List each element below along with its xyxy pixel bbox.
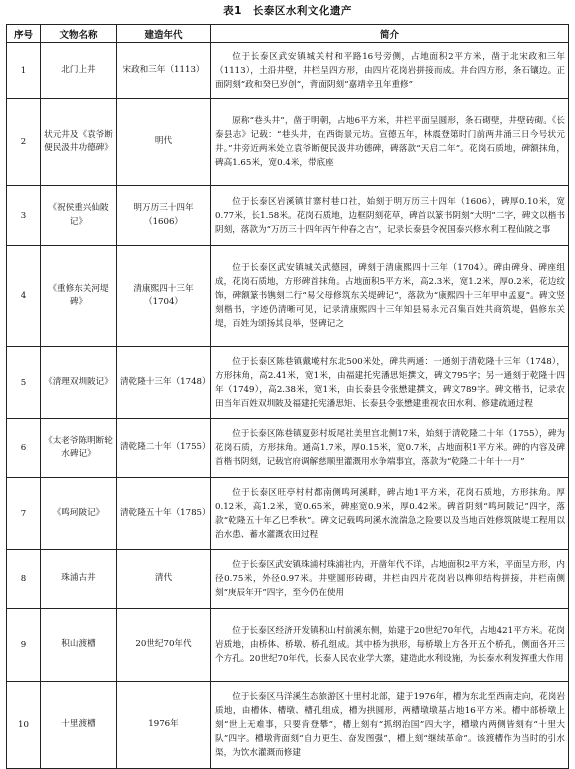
table-row [7,186,569,246]
relic-name: 《重修东关河堤碑》 [41,246,117,347]
relic-name: 《祝侯重兴仙陂记》 [41,186,117,246]
description [211,186,569,246]
table-row [7,347,569,419]
table-row [7,43,569,99]
description-text: 位于长泰区旺亭村村都南侧鸣珂溪畔，碑占地1平方米，花岗石质地，方形抹角。厚0.12米，高1.2米，宽0.65米，碑座宽0.9米，厚0.42米。碑首阴刻“鸣珂陂记”四字，落款“乾隆五十年乙巳季秋”。碑文记载鸣珂溪水流湍急之险要以及当地百姓修筑陂堤工程用以治水患、蓄水灌溉农田过程 [215,487,565,540]
row-number: 1 [7,43,41,99]
table-row [7,478,569,550]
heritage-table [6,24,569,769]
build-era: 20世纪70年代 [117,609,211,682]
description [211,43,569,99]
table-row [7,99,569,186]
relic-name: 《清理双圳陂记》 [41,347,117,419]
relic-name: 珠浦古井 [41,550,117,609]
build-era: 清乾隆十三年（1748） [117,347,211,419]
header-name: 文物名称 [41,25,117,43]
table-row [7,550,569,609]
relic-name: 《太老爷陈明断轮水碑记》 [41,419,117,478]
header-desc: 简介 [211,25,569,43]
description [211,99,569,186]
relic-name: 状元井及《袁爷断便民汲井功德碑》 [41,99,117,186]
table-row [7,419,569,478]
description-text: 位于长泰区武安镇珠浦村珠浦社内，开凿年代不详，占地面积2平方米，平面呈方形，内径0.75米，外径0.97米。井壁圆形砖砌，井栏由四片花岗岩以榫卯结构拼接，井栏南侧刻“庚辰年开”四字，至今仍在使用 [215,560,565,598]
row-number: 5 [7,347,41,419]
description [211,419,569,478]
build-era: 明万历三十四年（1606） [117,186,211,246]
description [211,478,569,550]
table-row [7,609,569,682]
description [211,246,569,347]
description-text: 位于长泰区经济开发镇积山村前溪东侧，始建于20世纪70年代，占地421平方米。花岗岩质地，由桥体、桥墩、桥孔组成。其中桥为拱形，每桥墩上方各开五个桥孔，侧面各开三个方孔。20世纪70年代，长泰人民农业学大寨，建造此水利设施，为长泰水利发挥重大作用 [215,626,565,664]
row-number: 4 [7,246,41,347]
table-title: 表1 长泰区水利文化遗产 [223,5,352,17]
row-number: 2 [7,99,41,186]
build-era: 清康熙四十三年（1704） [117,246,211,347]
description-text: 原称“巷头井”，凿于明朝，占地6平方米，井栏平面呈圆形，条石砌壁，井壁砖砌。《长泰县志》记载：“巷头井，在西街景元坊。宣德五年，林震登第时门前两井涌三日今号状元井。”井旁近两米处立袁爷断便民汲井功德碑，碑落款“天启二年”。花岗石质地，碑额抹角，碑高1.65米，宽0.4米，带底座 [215,116,565,168]
build-era: 宋政和三年（1113） [117,43,211,99]
relic-name: 北门上井 [41,43,117,99]
row-number: 8 [7,550,41,609]
build-era: 清乾隆二十年（1755） [117,419,211,478]
description-text: 位于长泰区陈巷镇夏彭村坂尾社美里宫北侧17米，始刻于清乾隆二十年（1755），碑为花岗石质，方形抹角。通高1.7米，厚0.15米，宽0.7米，占地面积1平方米。碑的内容及碑首楷书阴刻，记载官府调解慈顺里灌溉用水争端事宜，落款为“乾隆二十年十一月” [215,429,565,467]
row-number: 10 [7,682,41,769]
build-era: 清乾隆五十年（1785） [117,478,211,550]
description-text: 位于长泰区陈巷镇戴墘村东北500米处，碑共两通：一通刻于清乾隆十三年（1748），方形抹角，高2.41米，宽1米，由福建托宪潘思矩撰文，碑文795字；另一通刻于乾隆十四年（1749），高2.38米，宽1米，由长泰县令张懋建撰文，碑文789字。碑文楷书，记录农田当年百姓双圳陂及福建托宪潘思矩、长泰县令张懋建重视农田水利、修建疏通过程 [215,356,565,409]
build-era: 1976年 [117,682,211,769]
header-no: 序号 [7,25,41,43]
build-era: 明代 [117,99,211,186]
row-number: 6 [7,419,41,478]
row-number: 3 [7,186,41,246]
row-number: 7 [7,478,41,550]
description [211,347,569,419]
description-text: 位于长泰区武安镇城关武德园，碑刻于清康熙四十三年（1704）。碑由碑身、碑座组成，花岗石质地，方形碑首抹角。占地面积5平方米，高2.3米，宽1.2米，厚0.2米，花边纹饰，碑额篆书镌刻二行“易父母修筑东关堤碑记”，落款为“康熙四十三年甲申孟夏”。碑文竖刻楷书，字迹仍清晰可见，记录清康熙四十三年知县易永元召集百姓共商筑堤，倡修东关堤，百姓为颂扬其良举，竖碑记之 [215,263,565,329]
description-text: 位于长泰区马洋溪生态旅游区十里村北部，建于1976年，槽为东北至西南走向，花岗岩质地，由槽体、槽墩、槽孔组成，槽为拱圆形，两槽墩墩基占地16平方米。槽中部桥墩上刻“世上无难事，只要肯登攀”，槽上刻有“抓纲治国”四大字，槽墩内两侧皆刻有“十里大队”四字。槽墩背面刻“自力更生、奋发图强”，槽上刻“继续革命”。该渡槽作为当时的引水渠，为饮水灌溉而修建 [215,692,565,758]
description [211,609,569,682]
row-number: 9 [7,609,41,682]
relic-name: 十里渡槽 [41,682,117,769]
description-text: 位于长泰区武安镇城关村和平路16号旁侧，占地面积2平方米，凿于北宋政和三年（1113），土沿井壁，井栏呈四方形，由四片花岗岩拼接而成。井台四方形，条石镶边。正面阴刻“政和癸巳岁创”，背面阴刻“嘉靖辛丑年重修” [215,51,565,90]
header-row [7,25,569,43]
build-era: 清代 [117,550,211,609]
table-row [7,682,569,769]
table-row [7,246,569,347]
relic-name: 《鸣珂陂记》 [41,478,117,550]
header-era: 建造年代 [117,25,211,43]
description [211,550,569,609]
description [211,682,569,769]
description-text: 位于长泰区岩溪镇甘寨村巷口社，始刻于明万历三十四年（1606），碑厚0.10米，宽0.77米，长1.58米。花岗石质地，边框阴刻花草，碑首以篆书阴刻“大明”二字，碑文以楷书阴刻，落款为“万历三十四年丙午仲春之吉”，记录长泰县令祝国泰兴修水利工程仙陂之事 [215,196,565,235]
relic-name: 积山渡槽 [41,609,117,682]
